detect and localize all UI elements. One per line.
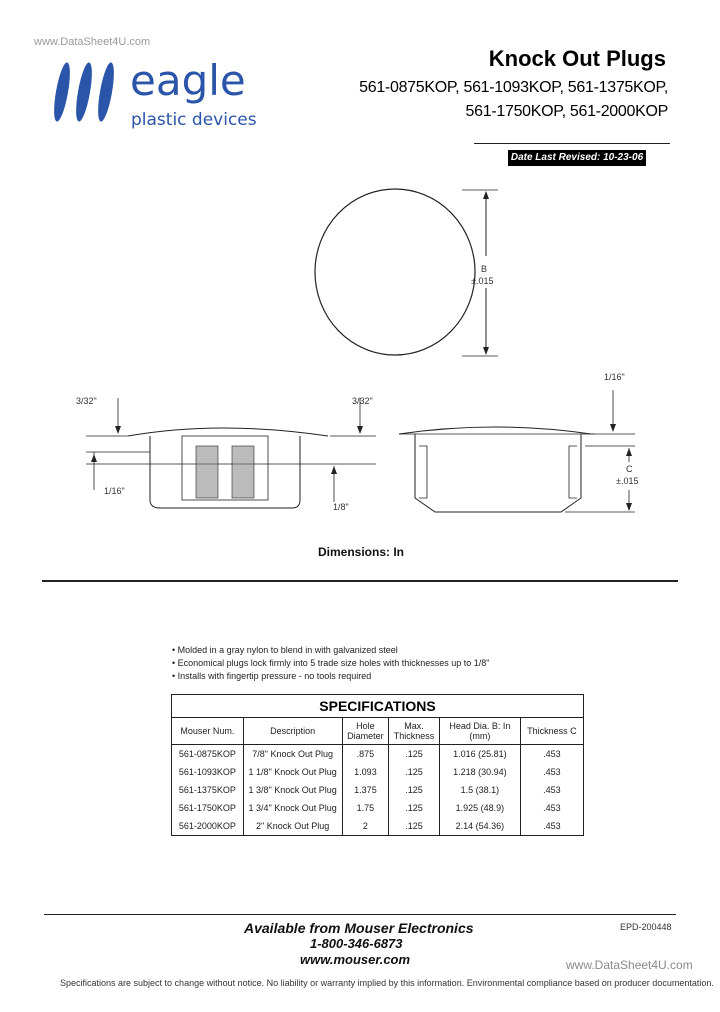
table-cell: .875 xyxy=(342,745,389,764)
table-cell: 1 3/8" Knock Out Plug xyxy=(243,781,342,799)
column-header: Max. Thickness xyxy=(389,718,440,745)
page-title: Knock Out Plugs xyxy=(488,46,666,71)
table-cell: .125 xyxy=(389,817,440,836)
table-cell: 1.925 (48.9) xyxy=(439,799,520,817)
table-cell: .125 xyxy=(389,781,440,799)
table-cell: 2 xyxy=(342,817,389,836)
table-row xyxy=(172,763,584,781)
date-revised-badge: Date Last Revised: 10-23-06 xyxy=(508,150,646,166)
table-row xyxy=(172,817,584,836)
table-row xyxy=(172,745,584,764)
table-cell: 561-1750KOP xyxy=(172,799,244,817)
feature-item: • Economical plugs lock firmly into 5 trade size holes with thicknesses up to 1/8" xyxy=(172,657,490,670)
table-cell: .125 xyxy=(389,745,440,764)
top-left-dimension: 3/32" xyxy=(76,396,97,406)
table-cell: 561-1093KOP xyxy=(172,763,244,781)
table-cell: .125 xyxy=(389,763,440,781)
table-cell: 561-2000KOP xyxy=(172,817,244,836)
table-cell: 1.093 xyxy=(342,763,389,781)
header-divider xyxy=(474,143,670,144)
table-cell: .453 xyxy=(520,799,583,817)
brand-logo xyxy=(48,54,278,134)
table-cell: 7/8" Knock Out Plug xyxy=(243,745,342,764)
website-link[interactable]: www.mouser.com xyxy=(300,952,411,967)
column-header: Head Dia. B: In (mm) xyxy=(439,718,520,745)
table-cell: 2" Knock Out Plug xyxy=(243,817,342,836)
table-cell: 1.016 (25.81) xyxy=(439,745,520,764)
table-cell: 561-0875KOP xyxy=(172,745,244,764)
table-cell: .453 xyxy=(520,745,583,764)
top-right-dimension: 3/32" xyxy=(352,396,373,406)
column-header: Thickness C xyxy=(520,718,583,745)
table-cell: 2.14 (54.36) xyxy=(439,817,520,836)
table-cell: 1 3/4" Knock Out Plug xyxy=(243,799,342,817)
feature-list xyxy=(172,644,490,683)
table-cell: 1.5 (38.1) xyxy=(439,781,520,799)
feature-item: • Installs with fingertip pressure - no tools required xyxy=(172,670,490,683)
column-header: Mouser Num. xyxy=(172,718,244,745)
table-cell: .453 xyxy=(520,817,583,836)
plug-top-circle xyxy=(315,189,475,355)
phone-number[interactable]: 1-800-346-6873 xyxy=(310,936,403,951)
table-cell: 1.75 xyxy=(342,799,389,817)
disclaimer: Specifications are subject to change without notice. No liability or warranty implied by this information. Environmental compliance based on producer documentation. xyxy=(60,978,714,988)
footer-divider xyxy=(44,914,676,915)
table-cell: 1 1/8" Knock Out Plug xyxy=(243,763,342,781)
specifications-table xyxy=(171,694,584,836)
part-numbers-line-1: 561-0875KOP, 561-1093KOP, 561-1375KOP, xyxy=(359,79,668,96)
dimension-c-label: C xyxy=(626,464,633,474)
table-cell: .453 xyxy=(520,763,583,781)
side-view-drawing xyxy=(395,380,675,520)
center-bottom-dimension: 1/8" xyxy=(333,502,349,512)
table-row xyxy=(172,799,584,817)
dimensions-caption: Dimensions: In xyxy=(318,545,405,559)
side-section-drawing xyxy=(70,390,390,520)
column-header: Hole Diameter xyxy=(342,718,389,745)
left-bottom-dimension: 1/16" xyxy=(104,486,125,496)
watermark-bottom: www.DataSheet4U.com xyxy=(566,958,693,972)
brand-subtitle: plastic devices xyxy=(131,110,257,130)
feature-item: • Molded in a gray nylon to blend in with galvanized steel xyxy=(172,644,490,657)
logo-stripes-icon xyxy=(48,54,128,134)
dimension-b-label: B xyxy=(481,264,488,274)
table-cell: .453 xyxy=(520,781,583,799)
part-numbers-line-2: 561-1750KOP, 561-2000KOP xyxy=(465,103,668,120)
watermark-top: www.DataSheet4U.com xyxy=(34,36,151,48)
table-row xyxy=(172,781,584,799)
document-number: EPD-200448 xyxy=(620,922,672,932)
table-cell: 1.218 (30.94) xyxy=(439,763,520,781)
dimension-b-tolerance: ±.015 xyxy=(471,276,494,286)
section-divider xyxy=(42,580,678,582)
dimension-c-tolerance: ±.015 xyxy=(616,476,639,486)
table-cell: 561-1375KOP xyxy=(172,781,244,799)
availability-text: Available from Mouser Electronics xyxy=(244,920,474,936)
specifications-title: SPECIFICATIONS xyxy=(172,695,584,718)
column-header: Description xyxy=(243,718,342,745)
table-cell: .125 xyxy=(389,799,440,817)
table-cell: 1.375 xyxy=(342,781,389,799)
right-top-dimension: 1/16" xyxy=(604,372,625,382)
brand-name: eagle xyxy=(130,56,246,105)
